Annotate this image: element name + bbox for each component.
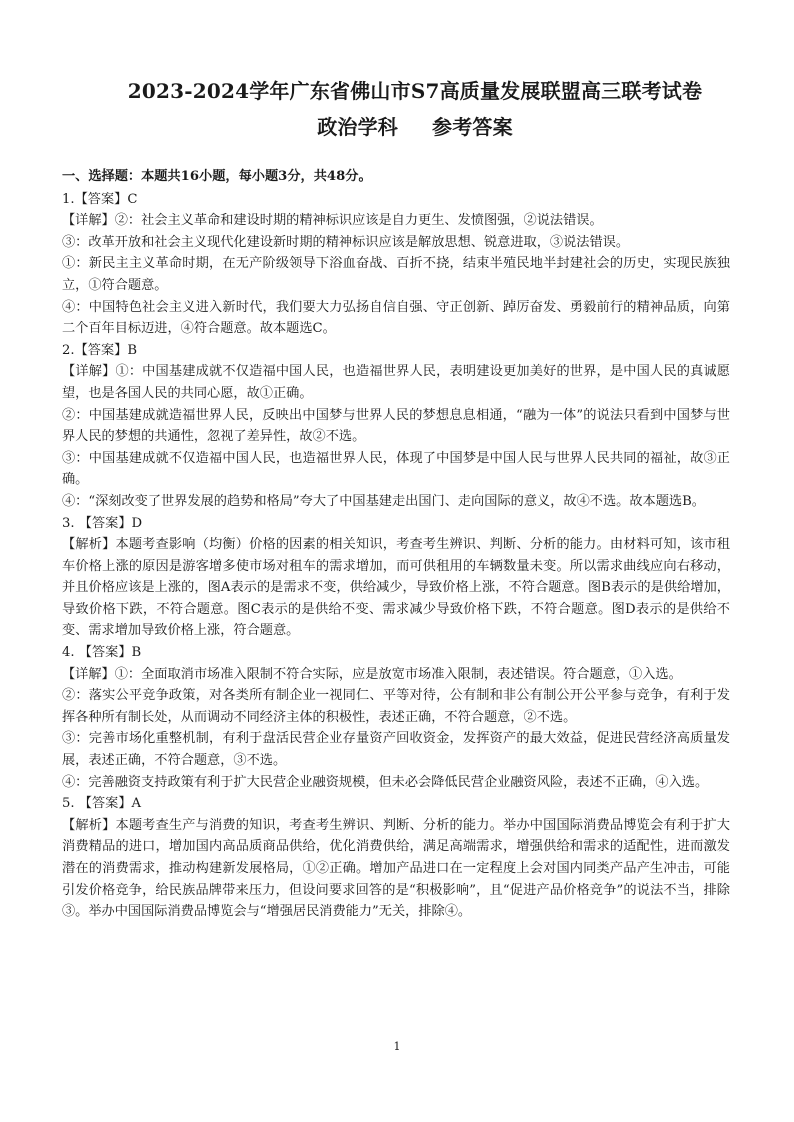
answer-4-label: 4. 【答案】B — [62, 645, 142, 661]
section-heading: 一、选择题：本题共16小题，每小题3分，共48分。 — [62, 169, 372, 184]
answer-content — [62, 166, 730, 923]
answer-1-detail-b: ③：改革开放和社会主义现代化建设新时期的精神标识应该是解放思想、锐意进取，③说法错误。 — [62, 234, 630, 250]
answer-1-detail-a: 【详解】②：社会主义革命和建设时期的精神标识应该是自力更生、发愤图强，②说法错误。 — [62, 213, 603, 229]
answer-5-analysis: 【解析】本题考查生产与消费的知识，考查考生辨识、判断、分析的能力。举办中国国际消费品博览会有利于扩大消费精品的进口，增加国内高品质商品供给，优化消费供给，满足高端需求，增强供给和需求的适配性，进而激发潜在的消费需求，推动构建新发展格局，①②正确。增加产品进口在一定程度上会对国内同类产品产生冲击，可能引发价格竞争，给民族品牌带来压力，但设问要求回答的是“积极影响”，且“促进产品价格竞争”的说法不当，排除③。举办中国国际消费品博览会与“增强居民消费能力”无关，排除④。 — [62, 817, 730, 920]
answer-2-detail-c: ③：中国基建成就不仅造福中国人民，也造福世界人民，体现了中国梦是中国人民与世界人民共同的福祉，故③正确。 — [62, 450, 730, 488]
subject-label: 政治学科 — [317, 115, 398, 139]
answer-1-detail-c: ①：新民主主义革命时期，在无产阶级领导下浴血奋战、百折不挠，结束半殖民地半封建社会的历史，实现民族独立，①符合题意。 — [62, 256, 730, 293]
answer-4-detail-c: ③：完善市场化重整机制，有利于盘活民营企业存量资产回收资金，发挥资产的最大效益，促进民营经济高质量发展，表述正确，不符合题意，③不选。 — [62, 731, 730, 769]
answer-4-detail-d: ④：完善融资支持政策有利于扩大民营企业融资规模，但未必会降低民营企业融资风险，表述不正确，④入选。 — [62, 774, 709, 790]
answer-key-label: 参考答案 — [432, 115, 513, 139]
document-title: 2023-2024学年广东省佛山市S7高质量发展联盟高三联考试卷 — [127, 79, 703, 103]
answer-2-detail-b: ②：中国基建成就造福世界人民，反映出中国梦与世界人民的梦想息息相通，“融为一体”的说法只看到中国梦与世界人民的梦想的共通性，忽视了差异性，故②不选。 — [62, 407, 730, 445]
answer-4-detail-a: 【详解】①：全面取消市场准入限制不符合实际，应是放宽市场准入限制，表述错误。符合题意，①入选。 — [62, 666, 682, 682]
answer-4-detail-b: ②：落实公平竞争政策，对各类所有制企业一视同仁、平等对待，公有制和非公有制公开公平参与竞争，有利于发挥各种所有制长处，从而调动不同经济主体的积极性，表述正确，不符合题意，②不选。 — [62, 688, 730, 725]
document-subtitle — [18, 114, 794, 140]
answer-2-detail-a: 【详解】①：中国基建成就不仅造福中国人民，也造福世界人民，表明建设更加美好的世界，是中国人民的真诚愿望，也是各国人民的共同心愿，故①正确。 — [62, 364, 730, 401]
answer-1-label: 1.【答案】C — [62, 191, 138, 207]
answer-5-label: 5. 【答案】A — [62, 796, 142, 812]
answer-2-detail-d: ④：“深刻改变了世界发展的趋势和格局”夸大了中国基建走出国门、走向国际的意义，故④不选。故本题选B。 — [62, 493, 705, 509]
answer-2-label: 2.【答案】B — [62, 342, 138, 358]
answer-1-detail-d: ④：中国特色社会主义进入新时代，我们要大力弘扬自信自强、守正创新、踔厉奋发、勇毅前行的精神品质，向第二个百年目标迈进，④符合题意。故本题选C。 — [62, 299, 730, 337]
answer-3-label: 3. 【答案】D — [62, 515, 143, 531]
answer-3-analysis: 【解析】本题考查影响（均衡）价格的因素的相关知识，考查考生辨识、判断、分析的能力。由材料可知，该市租车价格上涨的原因是游客增多使市场对租车的需求增加，而可供租用的车辆数量未变。所以需求曲线应向右移动，并且价格应该是上涨的，图A表示的是需求不变，供给减少，导致价格上涨，不符合题意。图B表示的是供给增加，导致价格下跌，不符合题意。图C表示的是供给不变、需求减少导致价格下跌，不符合题意。图D表示的是供给不变、需求增加导致价格上涨，符合题意。 — [62, 537, 730, 639]
page-number: 1 — [393, 1040, 401, 1053]
